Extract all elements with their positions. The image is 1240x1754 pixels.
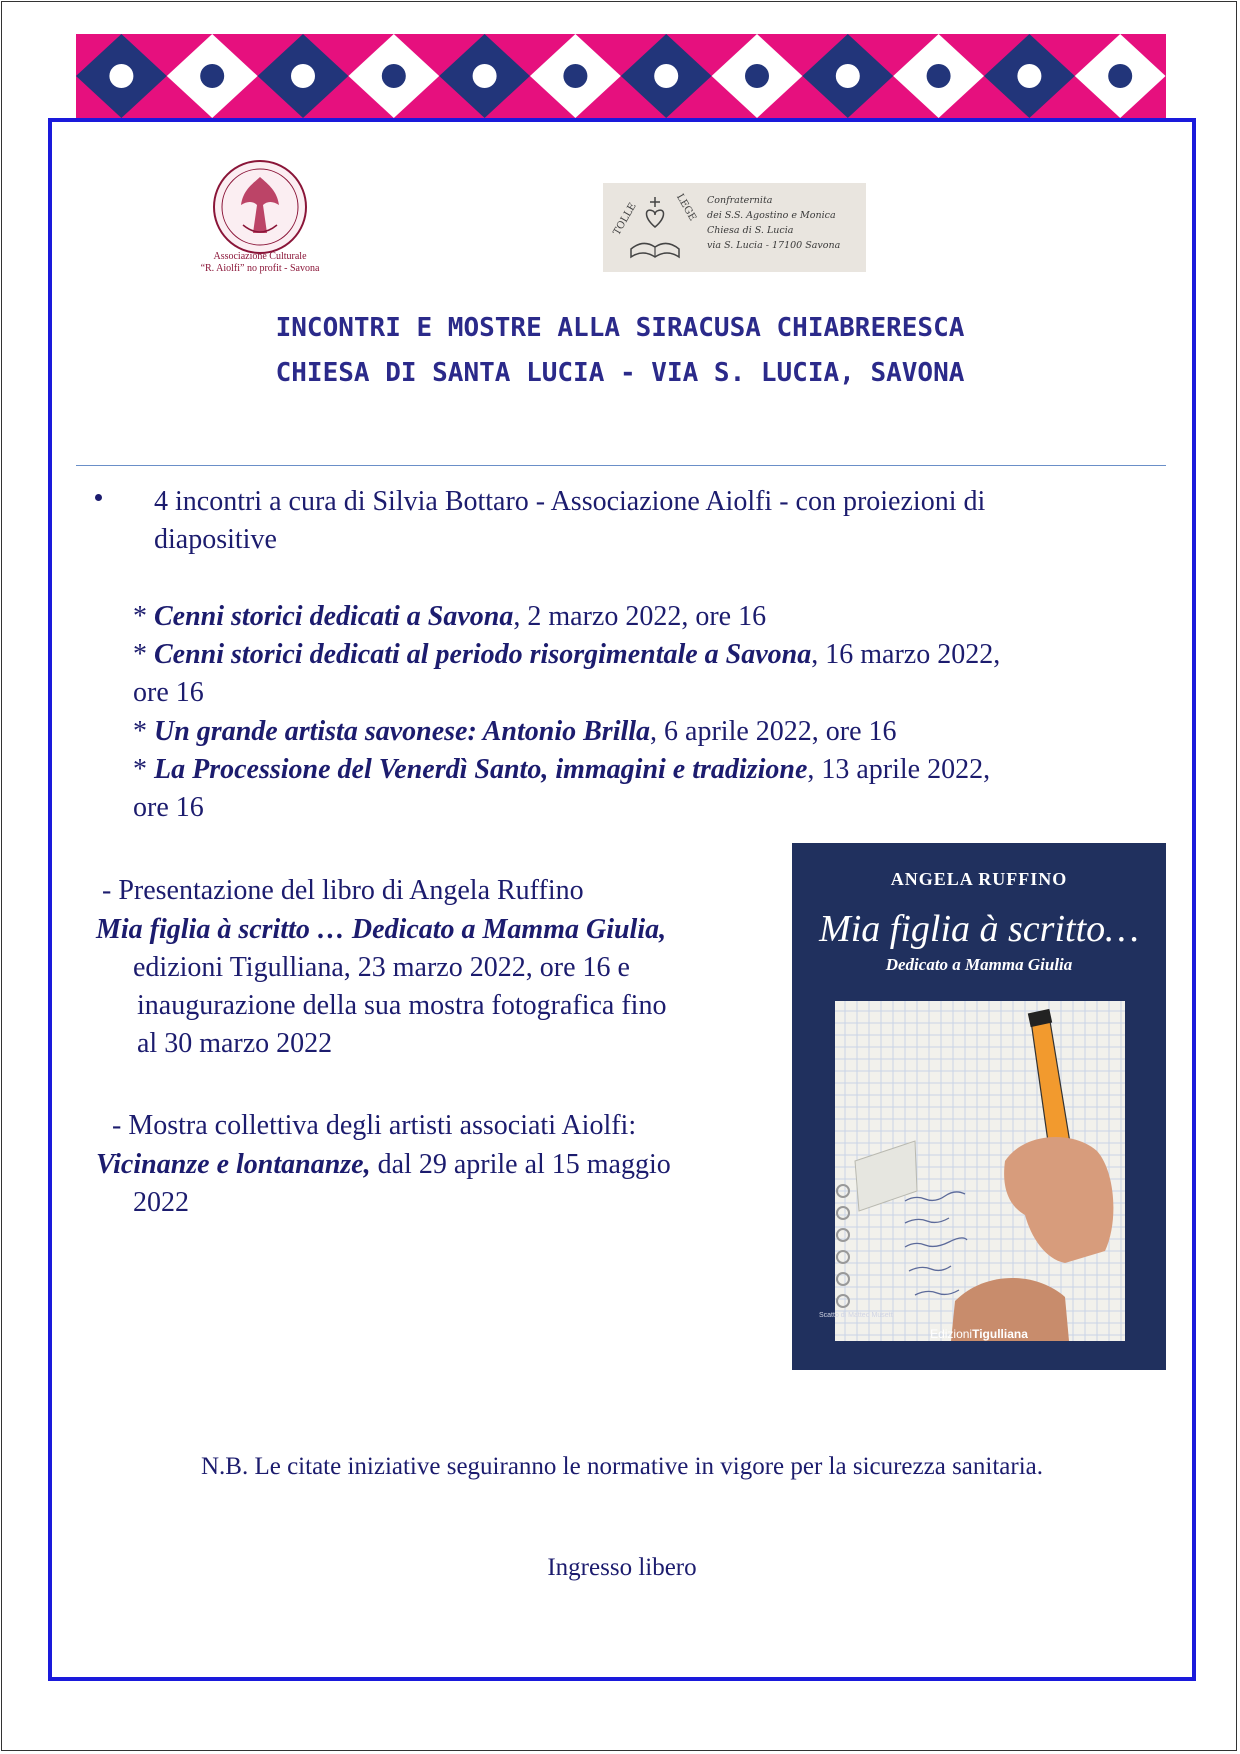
confraternita-logo [603, 183, 866, 272]
exhibition-dates: dal 29 aprile al 15 maggio [370, 1149, 671, 1180]
talk-3-title: Un grande artista savonese: Antonio Brilla [154, 716, 651, 747]
banner-dot [1017, 64, 1041, 88]
safety-note: N.B. Le citate iniziative seguiranno le normative in vigore per la sicurezza sanitaria. [200, 1453, 1044, 1480]
talk-3-prefix: * [133, 716, 154, 747]
talk-4-details: , 13 aprile 2022, [807, 754, 991, 785]
exhibition-title: Vicinanze e lontananze, [96, 1149, 371, 1180]
talk-1-details: , 2 marzo 2022, ore 16 [513, 601, 767, 632]
confraternita-line2: dei S.S. Agostino e Monica [707, 210, 836, 221]
book-event-line3: edizioni Tigulliana, 23 marzo 2022, ore 16 e [133, 952, 630, 983]
book-cover-publisher [792, 1327, 1166, 1341]
confraternita-line4: via S. Lucia - 17100 Savona [707, 240, 841, 251]
talk-2 [133, 636, 1000, 674]
aiolfi-caption-line1: Associazione Culturale [213, 251, 307, 262]
intro-line2: diapositive [154, 524, 277, 555]
free-entry: Ingresso libero [547, 1554, 697, 1581]
bullet-icon [95, 494, 102, 501]
banner-dot [836, 64, 860, 88]
book-cover-author: ANGELA RUFFINO [890, 869, 1068, 889]
headline-line1: INCONTRI E MOSTRE ALLA SIRACUSA CHIABRERESCA [275, 313, 965, 343]
banner-dot [1108, 64, 1132, 88]
lege-text: LEGE [673, 192, 699, 223]
book-event-line4: inaugurazione della sua mostra fotografica fino [137, 990, 667, 1021]
talk-2-prefix: * [133, 639, 154, 670]
confraternita-text [707, 193, 840, 253]
talk-2-time: ore 16 [133, 677, 204, 708]
book-cover-image [792, 843, 1166, 1370]
exhibition-line2 [96, 1146, 671, 1184]
banner-dot [291, 64, 315, 88]
aiolfi-caption-line2: “R. Aiolfi” no profit - Savona [200, 263, 320, 274]
talk-4 [133, 751, 990, 789]
publisher-part-1: Edizioni [930, 1327, 973, 1341]
book-cover-photo [835, 1001, 1125, 1341]
confraternita-line3: Chiesa di S. Lucia [707, 225, 794, 236]
book-event-title: Mia figlia à scritto … Dedicato a Mamma Giulia, [96, 914, 667, 945]
talk-2-title: Cenni storici dedicati al periodo risorgimentale a Savona [154, 639, 812, 670]
book-cover-subtitle: Dedicato a Mamma Giulia [885, 955, 1073, 974]
banner-dot [200, 64, 224, 88]
talk-4-title: La Processione del Venerdì Santo, immagini e tradizione [154, 754, 808, 785]
talk-2-details: , 16 marzo 2022, [811, 639, 1001, 670]
publisher-part-2: Tigulliana [972, 1327, 1028, 1341]
book-cover-credit: Scatto di Matteo Musetti [819, 1312, 895, 1319]
talk-4-time: ore 16 [133, 792, 204, 823]
tolle-lege-icon [607, 187, 703, 269]
headline-line2: CHIESA DI SANTA LUCIA - VIA S. LUCIA, SAVONA [275, 358, 965, 388]
talk-1-title: Cenni storici dedicati a Savona [154, 601, 514, 632]
book-event-line5: al 30 marzo 2022 [137, 1028, 333, 1059]
book-cover-title: Mia figlia à scritto… [819, 908, 1139, 950]
exhibition-line3: 2022 [133, 1187, 189, 1218]
talk-3-details: , 6 aprile 2022, ore 16 [650, 716, 897, 747]
confraternita-line1: Confraternita [707, 195, 773, 206]
talk-1 [133, 598, 766, 636]
aiolfi-logo-caption [195, 251, 325, 275]
banner-dot [382, 64, 406, 88]
intro-line1: 4 incontri a cura di Silvia Bottaro - Associazione Aiolfi - con proiezioni di [154, 486, 986, 517]
divider-line [76, 465, 1166, 466]
banner-dot [654, 64, 678, 88]
decorative-banner [76, 34, 1166, 118]
banner-dot [745, 64, 769, 88]
talk-3 [133, 713, 897, 751]
book-event-line1: - Presentazione del libro di Angela Ruffino [102, 875, 584, 906]
talk-1-prefix: * [133, 601, 154, 632]
banner-dot [563, 64, 587, 88]
talk-4-prefix: * [133, 754, 154, 785]
exhibition-line1: - Mostra collettiva degli artisti associati Aiolfi: [112, 1110, 637, 1141]
banner-dot [473, 64, 497, 88]
tolle-text: TOLLE [611, 201, 639, 238]
banner-dot [109, 64, 133, 88]
banner-dot [927, 64, 951, 88]
